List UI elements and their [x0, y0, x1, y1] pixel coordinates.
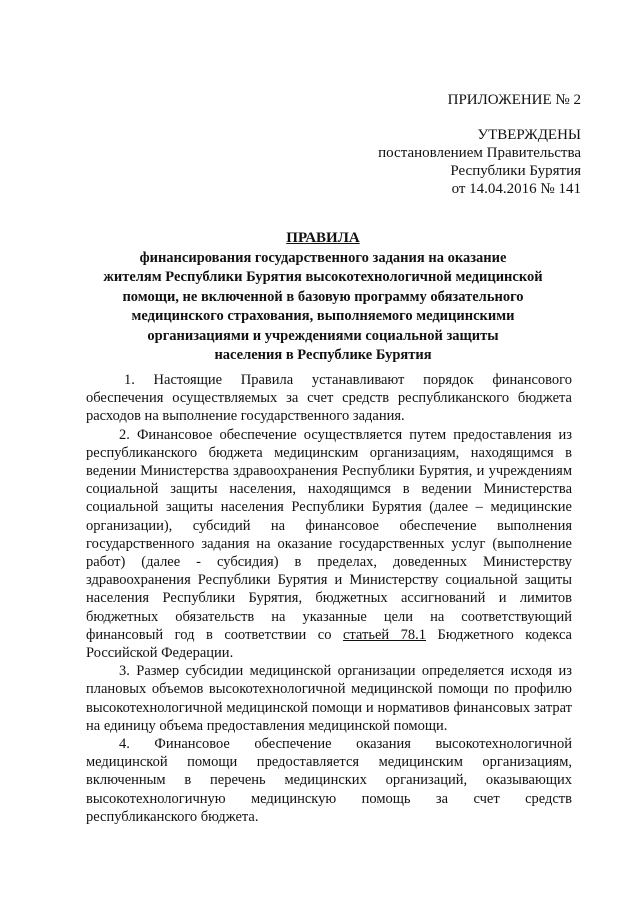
title-line-6: населения в Республике Бурятия	[214, 347, 432, 363]
approved-heading: УТВЕРЖДЕНЫ	[477, 127, 581, 143]
approved-by-line-2: Республики Бурятия	[450, 163, 581, 179]
article-78-1-link[interactable]: статьей 78.1	[342, 626, 427, 643]
title-line-3: помощи, не включенной в базовую программу обязательного	[122, 288, 524, 305]
approved-date: от 14.04.2016 № 141	[451, 181, 581, 197]
paragraph-4: 4. Финансовое обеспечение оказания высокотехнологичной медицинской помощи предоставляется медицинским организациям, включенным в перечень медицинских организаций, оказывающих высокотехнологичную медицинскую помощь за счет средств республиканского бюджета.	[86, 736, 572, 825]
title-line-2: жителям Республики Бурятия высокотехнологичной медицинской	[103, 269, 543, 285]
title-line-1: финансирования государственного задания на оказание	[139, 249, 507, 266]
approval-block	[378, 126, 581, 198]
appendix-label	[448, 91, 581, 109]
approved-by-line-1: постановлением Правительства	[378, 145, 581, 161]
document-title	[70, 229, 576, 366]
title-line-5: организациями и учреждениями социальной защиты	[147, 327, 499, 344]
paragraph-3: 3. Размер субсидии медицинской организации определяется исходя из плановых объемов высокотехнологичной медицинской помощи по профилю высокотехнологичной медицинской помощи и нормативов финансовых затрат на единицу объема предоставления медицинской помощи.	[86, 663, 572, 734]
title-main: ПРАВИЛА	[286, 230, 360, 246]
document-body	[86, 371, 572, 826]
paragraph-2-tail: Бюджетного кодекса Российской Федерации.	[86, 626, 572, 662]
paragraph-2-text: 2. Финансовое обеспечение осуществляется путем предоставления из республиканского бюджета медицинским организациям, находящимся в ведении Министерства здравоохранения Республики Бурятия, и учреждениям социальной защиты населения, находящимся в ведении Министерства социальной защиты населения Республики Бурятия (далее – медицинские организации), субсидий на финансовое обеспечение выполнения государственного задания на оказание государственных услуг (выполнение работ) (далее - субсидия) в пределах, доведенных Министерству здравоохранения Республики Бурятия и Министерству социальной защиты населения Республики Бурятия, бюджетных ассигнований и лимитов бюджетных обязательств на указанные цели на соответствующий финансовый год в соответствии со	[86, 426, 572, 643]
paragraph-1: 1. Настоящие Правила устанавливают порядок финансового обеспечения осуществляемых за счет средств республиканского бюджета расходов на выполнение государственного задания.	[86, 372, 572, 425]
appendix-text: ПРИЛОЖЕНИЕ № 2	[447, 92, 581, 108]
paragraph-2	[86, 426, 572, 663]
title-line-4: медицинского страхования, выполняемого медицинскими	[131, 308, 515, 324]
